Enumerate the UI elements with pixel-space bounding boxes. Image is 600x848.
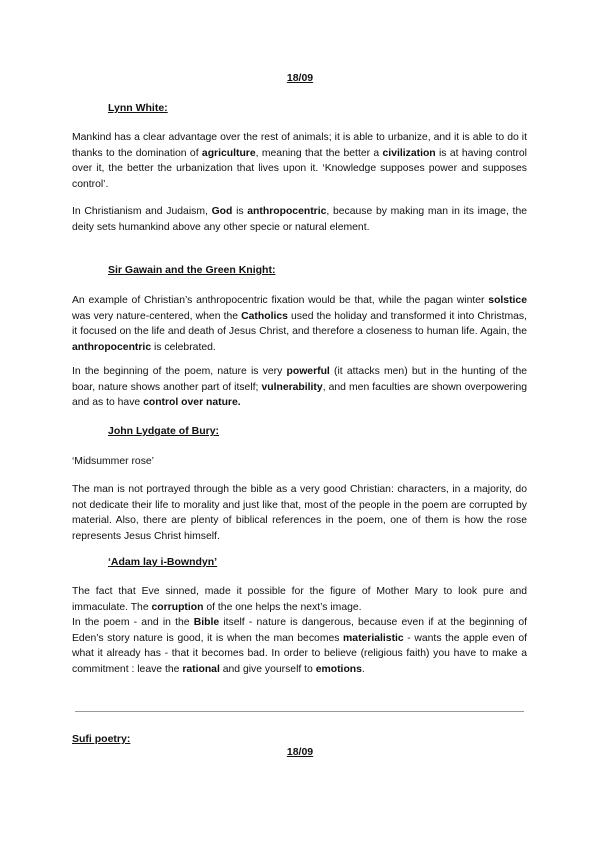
bold-term: powerful [286, 366, 330, 377]
paragraph-adam-1 [72, 584, 527, 615]
bold-term: Catholics [241, 310, 288, 322]
bold-term: civilization [382, 147, 436, 159]
heading-lynn-white: Lynn White: [108, 102, 168, 114]
bold-term: control over nature. [143, 397, 241, 409]
paragraph-gawain-1 [72, 293, 527, 356]
text-run: , because by making man in its image, the deity sets humankind above any other specie or natural element. [72, 206, 527, 233]
text-run: The man is not portrayed through the bible as a very good Christian: characters, in a majority, do not dedicate their life to morality and just like that, most of the people in the poem are corrupted by material. Also, there are plenty of biblical references in the poem, one of them is how the rose represents Jesus Christ himself. [72, 484, 527, 543]
heading-sufi-poetry: Sufi poetry: [72, 733, 131, 745]
text-run: was very nature-centered, when the [72, 310, 242, 322]
text-run: In the poem - and in the [72, 617, 194, 628]
bold-term: vulnerability [261, 381, 323, 393]
bold-term: anthropocentric [247, 206, 327, 217]
text-run: used the holiday and transformed it into Christmas, it focused on the life and death of Jesus Christ, and therefore a closeness to human life. Again, the [72, 310, 527, 338]
text-run: An example of Christian’s anthropocentric fixation would be that, while the pagan winter [72, 295, 489, 306]
subtitle-midsummer-rose: ‘Midsummer rose’ [72, 456, 154, 467]
bold-term: solstice [488, 295, 527, 306]
paragraph-adam-2 [72, 615, 527, 678]
text-run: is at having control over it, the better the urbanization that lives upon it. ‘Knowledge supposes power and supposes control’. [72, 147, 527, 191]
text-run: is [232, 206, 248, 217]
bold-term: anthropocentric [72, 342, 152, 354]
date-heading: 18/09 [286, 72, 314, 84]
text-run: itself - nature is dangerous, because even if at the beginning of Eden’s story nature is good, it is when the man becomes [72, 617, 527, 644]
horizontal-divider [75, 711, 524, 712]
bold-term: rational [182, 664, 220, 676]
bold-term: materialistic [343, 632, 404, 644]
paragraph-lynn-white-1 [72, 130, 527, 193]
paragraph-gawain-2 [72, 364, 527, 411]
paragraph-lydgate-1 [72, 482, 527, 545]
text-run: and give yourself to [219, 664, 316, 676]
paragraph-lynn-white-2 [72, 204, 527, 235]
text-run: , and men faculties are shown overpowering and as to have [72, 381, 527, 409]
text-run: In Christianism and Judaism, [72, 206, 212, 217]
text-run: . [361, 664, 365, 676]
text-run: (it attacks men) but in the hunting of the boar, nature shows another part of itself; [72, 366, 528, 393]
bold-term: corruption [151, 601, 204, 613]
text-run: In the beginning of the poem, nature is very [72, 366, 287, 377]
bold-term: emotions [315, 664, 362, 676]
date-heading-2: 18/09 [286, 746, 314, 758]
text-run: - wants the apple even of what it already has - that it becomes bad. In order to believe (religious faith) you have to make a commitment : leave the [72, 632, 527, 676]
heading-adam-lay: ‘Adam lay i-Bowndyn’ [108, 556, 218, 568]
bold-term: agriculture [201, 147, 256, 159]
text-run: , meaning that the better a [255, 147, 383, 159]
heading-john-lydgate: John Lydgate of Bury: [108, 425, 220, 437]
bold-term: God [211, 206, 233, 217]
text-run: Mankind has a clear advantage over the rest of animals; it is able to urbanize, and it is able to do it thanks to the domination of [72, 132, 527, 159]
text-run: of the one helps the next’s image. [203, 601, 362, 613]
text-run: The fact that Eve sinned, made it possible for the figure of Mother Mary to look pure and immaculate. The [72, 586, 527, 613]
text-run: is celebrated. [151, 342, 216, 354]
heading-sir-gawain: Sir Gawain and the Green Knight: [108, 264, 276, 276]
bold-term: Bible [193, 617, 220, 628]
